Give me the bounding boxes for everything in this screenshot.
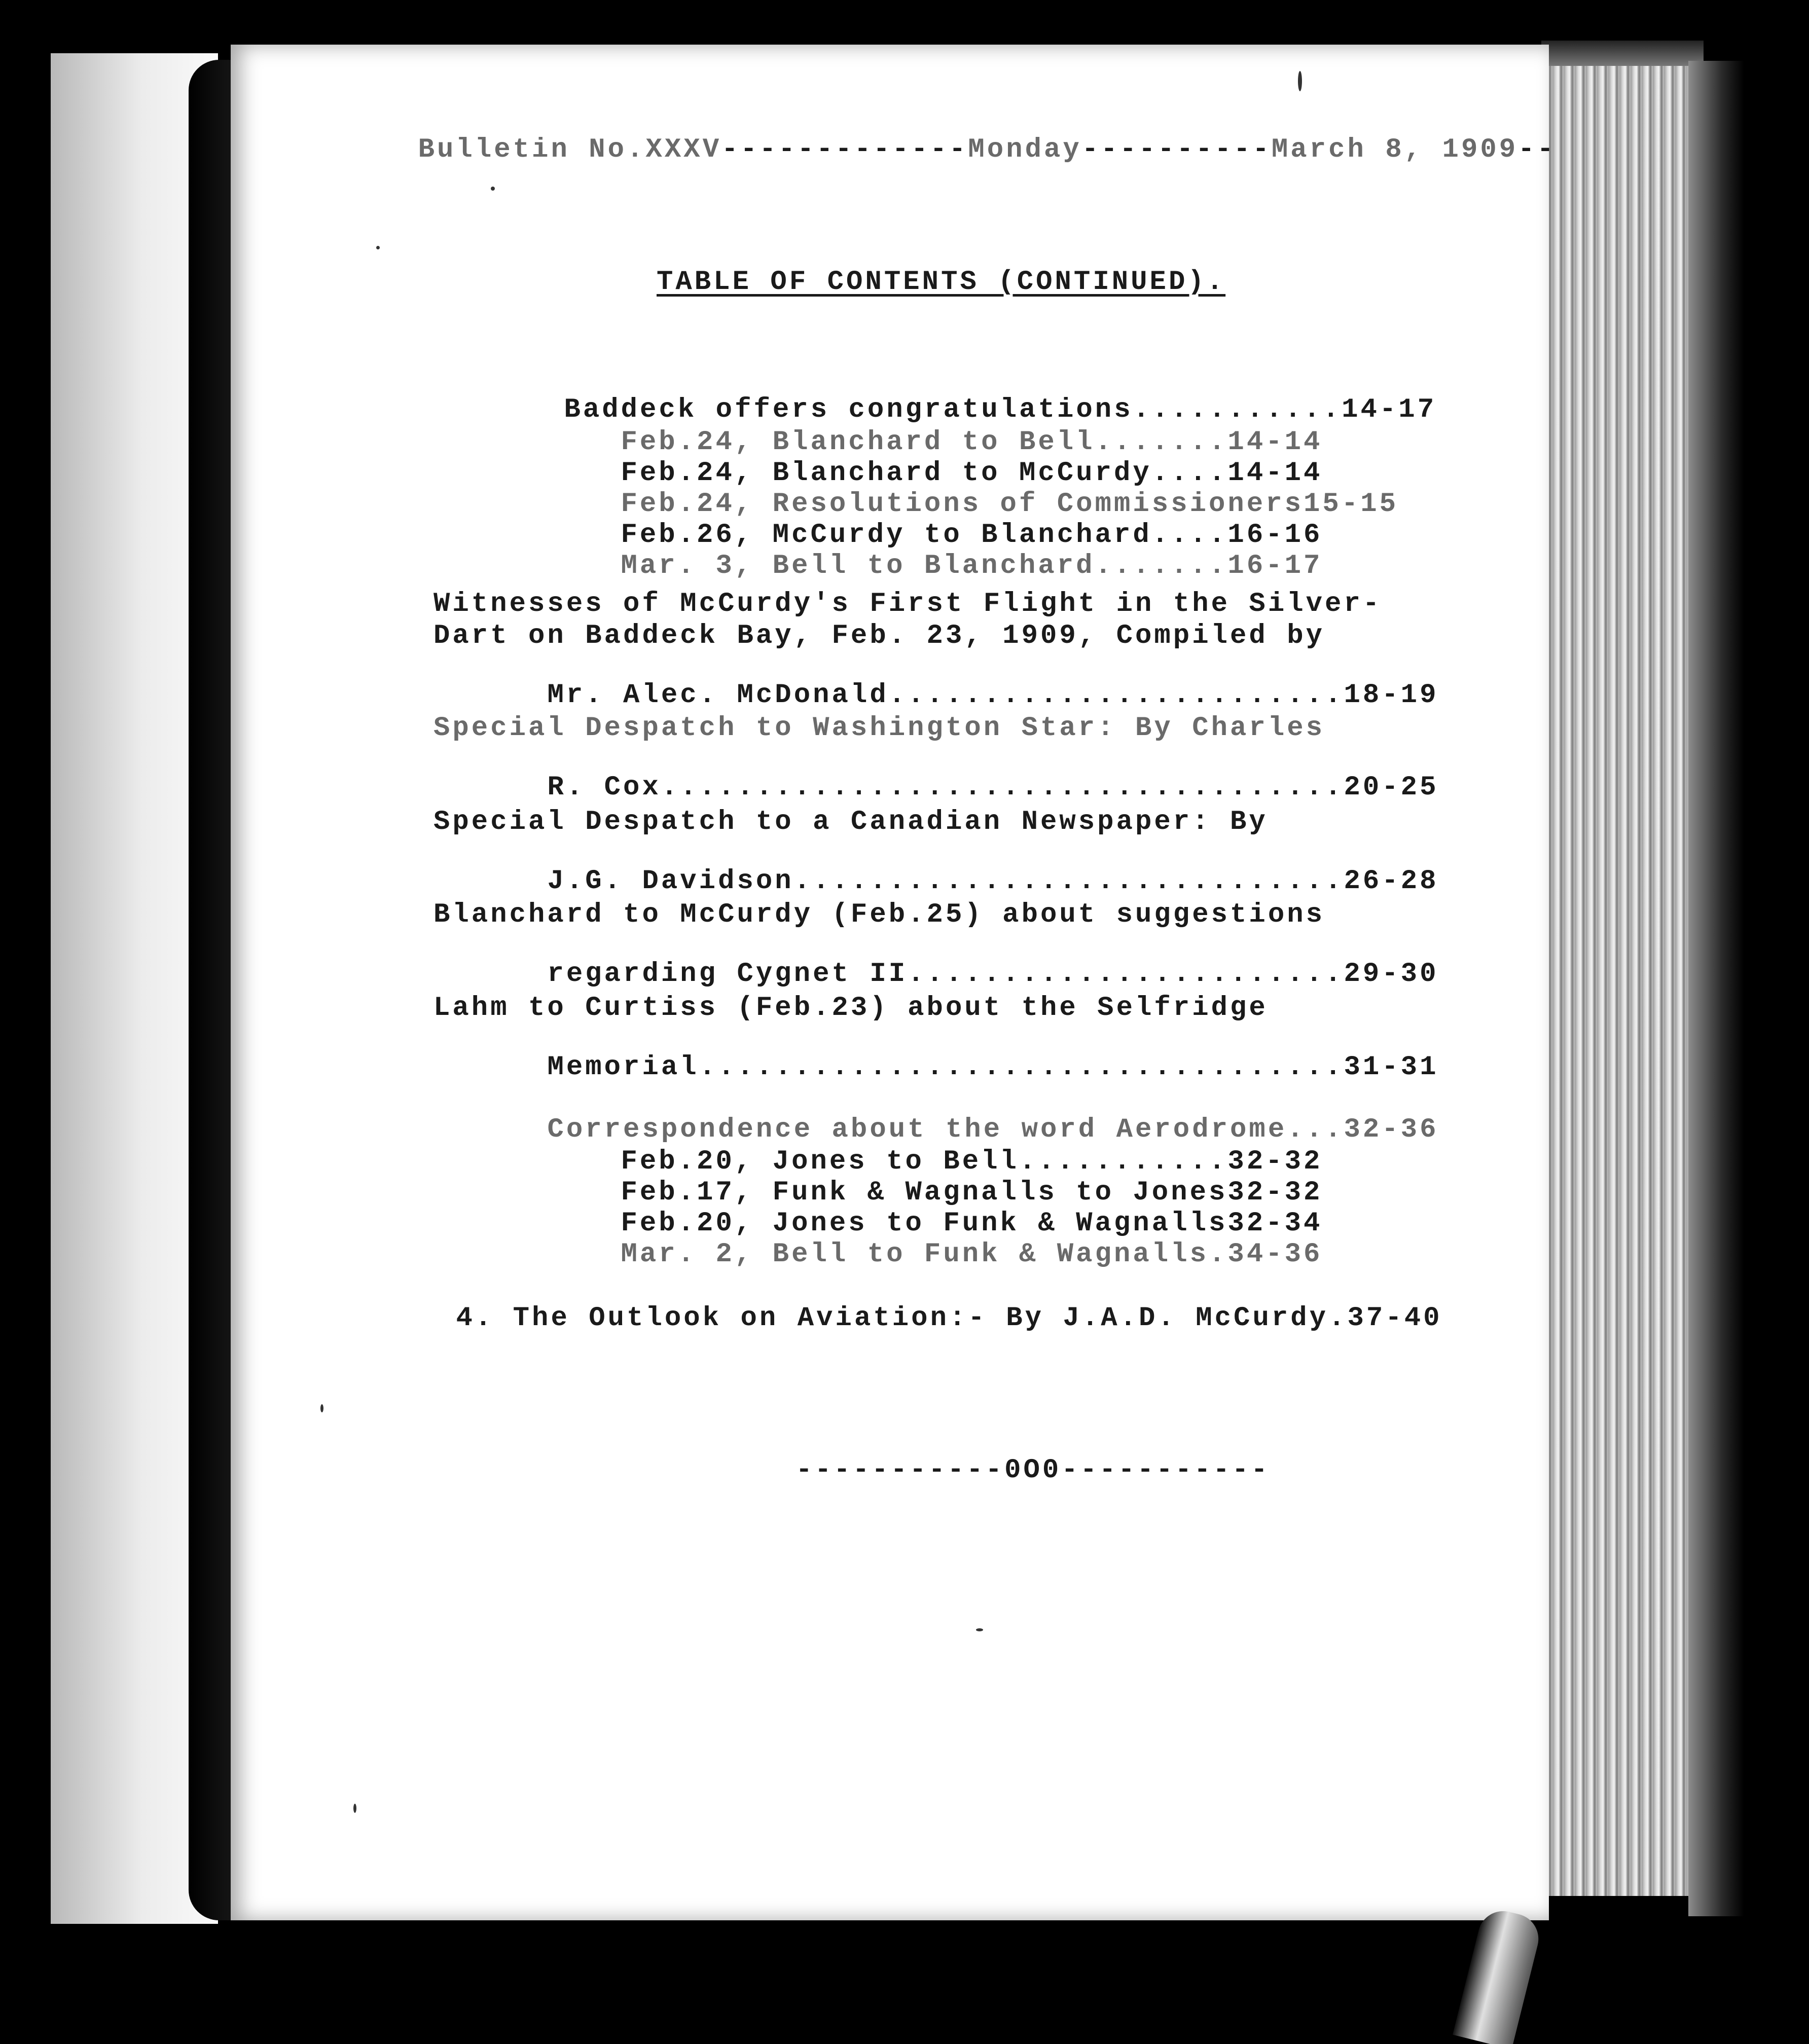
toc-entry-label: The Outlook on Aviation:- By J.A.D. McCurdy xyxy=(513,1303,1329,1334)
toc-entry-label: Feb.24, Resolutions of Commissioners xyxy=(621,489,1304,520)
toc-entry-label: Mar. 3, Bell to Blanchard xyxy=(621,551,1095,581)
toc-entry-label: Feb.26, McCurdy to Blanchard xyxy=(621,520,1152,551)
page-title: TABLE OF CONTENTS (CONTINUED). xyxy=(657,267,1226,298)
toc-leader: ........... xyxy=(1019,1146,1228,1177)
toc-entry-label: regarding Cygnet II xyxy=(547,959,908,990)
toc-entry-line: Special Despatch to a Canadian Newspaper: By xyxy=(433,807,1268,837)
toc-entry-line: Lahm to Curtiss (Feb.23) about the Selfridge xyxy=(433,993,1268,1024)
toc-entry-number: 4. xyxy=(456,1303,494,1334)
toc-entry-pages: 32-34 xyxy=(1227,1208,1323,1239)
toc-entry-label: J.G. Davidson xyxy=(547,866,794,897)
toc-entry-label: Mar. 2, Bell to Funk & Wagnalls xyxy=(621,1239,1209,1270)
toc-entry-pages: 32-32 xyxy=(1227,1146,1323,1177)
toc-entry-pages: 14-14 xyxy=(1227,427,1323,458)
toc-entry-pages: 37-40 xyxy=(1347,1303,1442,1334)
toc-leader: . xyxy=(1328,1303,1348,1334)
toc-entry-pages: 16-17 xyxy=(1227,551,1323,581)
scan-speck xyxy=(320,1404,323,1412)
toc-entry-pages: 14-14 xyxy=(1227,458,1323,489)
toc-leader: . xyxy=(1209,1239,1228,1270)
toc-leader: ........... xyxy=(1133,394,1342,425)
toc-entry-line: Special Despatch to Washington Star: By Charles xyxy=(433,713,1325,744)
toc-entry-label: Correspondence about the word Aerodrome xyxy=(547,1114,1287,1145)
toc-leader: ... xyxy=(1287,1114,1344,1145)
toc-leader: .................................... xyxy=(661,772,1344,803)
toc-entry-pages: 15-15 xyxy=(1304,489,1399,520)
toc-leader: .................................. xyxy=(699,1052,1344,1083)
scan-speck xyxy=(976,1628,983,1631)
toc-entry-label: Mr. Alec. McDonald xyxy=(547,680,889,711)
toc-entry-label: Memorial xyxy=(547,1052,699,1083)
toc-leader: .... xyxy=(1151,520,1228,551)
scan-speck xyxy=(353,1804,356,1813)
toc-entry-label: Baddeck offers congratulations xyxy=(564,394,1133,425)
toc-entry-pages: 20-25 xyxy=(1344,772,1439,803)
toc-entry-pages: 32-36 xyxy=(1344,1114,1439,1145)
toc-entry-pages: 34-36 xyxy=(1227,1239,1323,1270)
toc-entry-pages: 18-19 xyxy=(1344,680,1439,711)
toc-entry-pages: 14-17 xyxy=(1342,394,1437,425)
toc-entry-line: Witnesses of McCurdy's First Flight in the Silver- xyxy=(433,589,1382,619)
toc-entry-label: R. Cox xyxy=(547,772,661,803)
bulletin-number: Bulletin No.XXXV xyxy=(418,134,722,165)
scan-speck xyxy=(1298,71,1302,91)
toc-leader: ....... xyxy=(1095,427,1228,458)
toc-entry-label: Feb.24, Blanchard to Bell xyxy=(621,427,1095,458)
toc-entry-label: Feb.17, Funk & Wagnalls to Jones xyxy=(621,1177,1228,1208)
toc-leader: .... xyxy=(1151,458,1228,489)
toc-entry-pages: 29-30 xyxy=(1344,959,1439,990)
toc-entry-pages: 31-31 xyxy=(1344,1052,1439,1083)
toc-leader: ....................... xyxy=(908,959,1344,990)
scan-speck xyxy=(376,246,380,249)
toc-entry-line: Blanchard to McCurdy (Feb.25) about suggestions xyxy=(433,899,1325,930)
bulletin-date: March 8, 1909 xyxy=(1271,134,1518,165)
toc-entry-label: Feb.20, Jones to Bell xyxy=(621,1146,1019,1177)
toc-entry-pages: 16-16 xyxy=(1227,520,1323,551)
toc-entry-label: Feb.24, Blanchard to McCurdy xyxy=(621,458,1152,489)
bulletin-day: Monday xyxy=(968,134,1082,165)
toc-leader: ............................. xyxy=(793,866,1344,897)
toc-leader: ....... xyxy=(1095,551,1228,581)
scan-speck xyxy=(491,187,495,191)
toc-entry xyxy=(342,1278,1442,1360)
toc-entry-pages: 32-32 xyxy=(1227,1177,1323,1208)
toc-leader: ........................ xyxy=(888,680,1344,711)
end-mark-text: 0O0 xyxy=(1004,1455,1062,1486)
toc-entry-pages: 26-28 xyxy=(1344,866,1439,897)
toc-entry-line: Dart on Baddeck Bay, Feb. 23, 1909, Compiled by xyxy=(433,620,1325,651)
end-of-section-mark: -----------0O0----------- xyxy=(795,1455,1270,1486)
bulletin-header: Bulletin No.XXXV-------------Monday----------March 8, 1909-- xyxy=(418,134,1556,165)
toc-entry-label: Feb.20, Jones to Funk & Wagnalls xyxy=(621,1208,1228,1239)
